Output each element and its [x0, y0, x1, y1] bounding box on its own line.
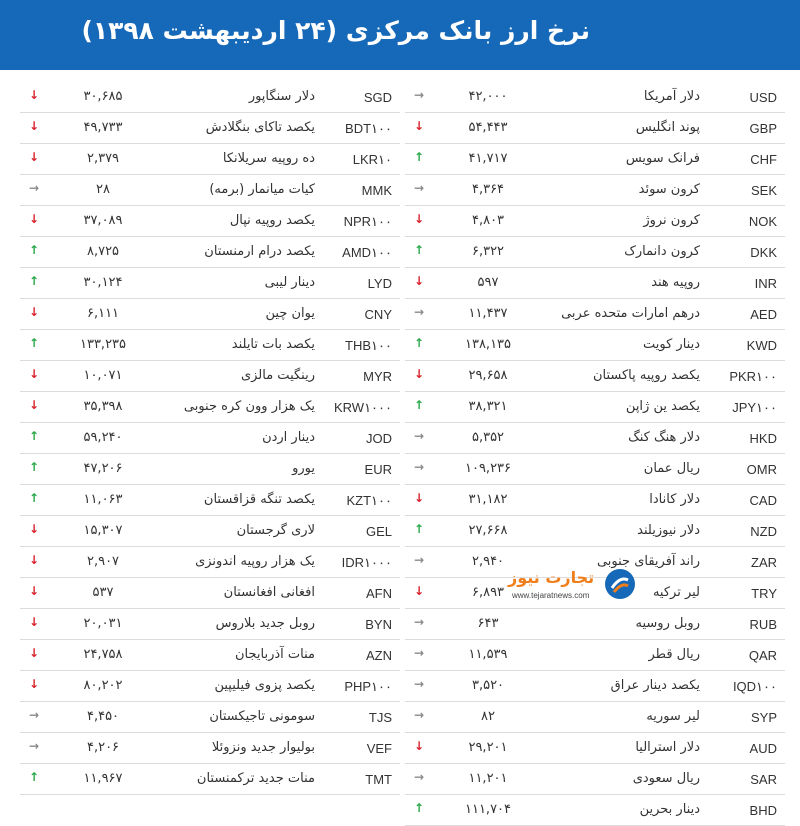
- arrow-down-icon: ↓: [28, 398, 40, 412]
- currency-row: [20, 268, 400, 299]
- currency-name: دینار کویت: [643, 337, 700, 352]
- currency-row: [20, 144, 400, 175]
- currency-code: USD: [749, 90, 777, 105]
- arrow-down-icon: ↓: [28, 367, 40, 381]
- currency-code: NZD: [750, 524, 777, 539]
- currency-name: پوند انگلیس: [635, 120, 700, 135]
- currency-price: ۴,۲۰۶: [86, 740, 120, 755]
- currency-row: [20, 299, 400, 330]
- currency-code: VEF: [366, 741, 392, 756]
- currency-code: IQD۱۰۰: [732, 679, 777, 694]
- arrow-right-icon: →: [413, 88, 425, 102]
- currency-row: [20, 206, 400, 237]
- currency-name: کرون سوئد: [638, 182, 700, 197]
- arrow-up-icon: ↑: [413, 150, 425, 164]
- currency-name: یکصد درام ارمنستان: [204, 244, 315, 259]
- currency-price: ۱۱,۵۳۹: [468, 647, 508, 662]
- currency-code: NOK: [748, 214, 777, 229]
- currency-name: یک هزار وون کره جنوبی: [183, 399, 315, 414]
- currency-name: ریال قطر: [648, 647, 700, 662]
- currency-code: SEK: [750, 183, 777, 198]
- arrow-down-icon: ↓: [413, 119, 425, 133]
- currency-name: سومونی تاجیکستان: [209, 709, 315, 724]
- currency-row: [405, 330, 785, 361]
- currency-name: دلار هنگ کنگ: [628, 430, 700, 445]
- currency-code: EUR: [364, 462, 392, 477]
- arrow-down-icon: ↓: [28, 615, 40, 629]
- currency-price: ۸,۷۲۵: [86, 244, 120, 259]
- currency-code: GEL: [365, 524, 392, 539]
- currency-row: [405, 113, 785, 144]
- currency-price: ۴۱,۷۱۷: [468, 151, 508, 166]
- currency-name: فرانک سویس: [625, 151, 700, 166]
- currency-name: بولیوار جدید ونزوئلا: [211, 740, 315, 755]
- currency-row: [20, 578, 400, 609]
- currency-row: [405, 702, 785, 733]
- currency-price: ۶۴۳: [477, 616, 499, 631]
- arrow-down-icon: ↓: [28, 522, 40, 536]
- currency-name: دلار آمریکا: [643, 89, 700, 104]
- arrow-right-icon: →: [413, 305, 425, 319]
- currency-code: PKR۱۰۰: [729, 369, 777, 384]
- arrow-right-icon: →: [413, 429, 425, 443]
- currency-row: [405, 392, 785, 423]
- currency-price: ۴۹,۷۳۳: [83, 120, 123, 135]
- currency-price: ۴,۴۵۰: [86, 709, 120, 724]
- currency-row: [405, 299, 785, 330]
- currency-price: ۱۱,۴۳۷: [468, 306, 508, 321]
- currency-price: ۸۲: [481, 709, 495, 724]
- currency-price: ۳,۵۲۰: [471, 678, 505, 693]
- arrow-down-icon: ↓: [28, 212, 40, 226]
- arrow-up-icon: ↑: [28, 243, 40, 257]
- arrow-up-icon: ↑: [413, 801, 425, 815]
- arrow-down-icon: ↓: [413, 367, 425, 381]
- currency-code: SAR: [750, 772, 777, 787]
- currency-code: AED: [750, 307, 777, 322]
- currency-price: ۲۹,۲۰۱: [468, 740, 508, 755]
- currency-name: لیر ترکیه: [652, 585, 700, 600]
- currency-code: KZT۱۰۰: [346, 493, 392, 508]
- currency-code: MMK: [361, 183, 392, 198]
- currency-row: [405, 764, 785, 795]
- currency-code: AZN: [366, 648, 392, 663]
- arrow-up-icon: ↑: [28, 429, 40, 443]
- currency-name: دلار سنگاپور: [248, 89, 315, 104]
- arrow-up-icon: ↑: [413, 243, 425, 257]
- currency-row: [20, 423, 400, 454]
- arrow-up-icon: ↑: [28, 336, 40, 350]
- currency-name: یکصد تنگه قزاقستان: [203, 492, 315, 507]
- currency-row: [405, 206, 785, 237]
- currency-price: ۴,۳۶۴: [471, 182, 505, 197]
- currency-code: BHD: [749, 803, 777, 818]
- currency-code: OMR: [746, 462, 777, 477]
- tejaratnews-logo: [508, 566, 634, 606]
- arrow-down-icon: ↓: [413, 212, 425, 226]
- currency-price: ۵۳۷: [92, 585, 114, 600]
- currency-code: TMT: [365, 772, 392, 787]
- currency-row: [405, 82, 785, 113]
- currency-row: [20, 702, 400, 733]
- currency-name: درهم امارات متحده عربی: [561, 306, 700, 321]
- currency-row: [405, 516, 785, 547]
- currency-price: ۴,۸۰۳: [471, 213, 505, 228]
- currency-row: [20, 609, 400, 640]
- arrow-down-icon: ↓: [28, 119, 40, 133]
- currency-price: ۳۷,۰۸۹: [83, 213, 123, 228]
- currency-code: MYR: [363, 369, 392, 384]
- currency-code: LKR۱۰: [352, 152, 392, 167]
- arrow-down-icon: ↓: [413, 491, 425, 505]
- currency-name: منات آذربایجان: [235, 647, 315, 662]
- currency-price: ۱۳۸,۱۳۵: [464, 337, 512, 352]
- arrow-down-icon: ↓: [28, 677, 40, 691]
- currency-code: AMD۱۰۰: [342, 245, 392, 260]
- currency-price: ۲۸: [96, 182, 110, 197]
- currency-row: [20, 237, 400, 268]
- currency-row: [20, 454, 400, 485]
- currency-price: ۱۱۱,۷۰۴: [464, 802, 512, 817]
- currency-price: ۶,۸۹۳: [471, 585, 505, 600]
- currency-code: TJS: [368, 710, 392, 725]
- arrow-up-icon: ↑: [28, 274, 40, 288]
- arrow-right-icon: →: [413, 708, 425, 722]
- currency-price: ۱۰۹,۲۳۶: [464, 461, 512, 476]
- currency-code: HKD: [749, 431, 777, 446]
- currency-name: ریال سعودی: [632, 771, 700, 786]
- currency-price: ۲,۹۰۷: [86, 554, 120, 569]
- currency-name: یکصد تاکای بنگلادش: [205, 120, 315, 135]
- arrow-down-icon: ↓: [28, 553, 40, 567]
- currency-row: [405, 268, 785, 299]
- currency-code: JPY۱۰۰: [732, 400, 777, 415]
- arrow-right-icon: →: [413, 646, 425, 660]
- currency-row: [20, 361, 400, 392]
- currency-price: ۳۵,۳۹۸: [83, 399, 123, 414]
- currency-price: ۶,۳۲۲: [471, 244, 505, 259]
- currency-code: CNY: [364, 307, 392, 322]
- currency-row: [20, 392, 400, 423]
- currency-name: یورو: [292, 461, 315, 476]
- currency-row: [20, 671, 400, 702]
- arrow-down-icon: ↓: [28, 88, 40, 102]
- currency-code: CHF: [750, 152, 777, 167]
- arrow-up-icon: ↑: [28, 491, 40, 505]
- currency-name: دلار استرالیا: [635, 740, 700, 755]
- currency-row: [20, 764, 400, 795]
- currency-code: LYD: [367, 276, 392, 291]
- page-header: [0, 0, 800, 70]
- currency-row: [405, 795, 785, 826]
- currency-code: RUB: [749, 617, 777, 632]
- currency-row: [405, 175, 785, 206]
- currency-code: BDT۱۰۰: [345, 121, 392, 136]
- logo-url: www.tejaratnews.com: [512, 591, 590, 600]
- currency-table-right: [405, 82, 785, 826]
- currency-code: DKK: [750, 245, 777, 260]
- currency-code: JOD: [366, 431, 392, 446]
- currency-code: THB۱۰۰: [345, 338, 392, 353]
- arrow-up-icon: ↑: [28, 770, 40, 784]
- currency-name: دلار نیوزیلند: [637, 523, 700, 538]
- currency-code: SYP: [750, 710, 777, 725]
- page-title: نرخ ارز بانک مرکزی (۲۴ اردیبهشت ۱۳۹۸): [81, 16, 590, 45]
- arrow-down-icon: ↓: [28, 584, 40, 598]
- currency-price: ۱۱,۲۰۱: [468, 771, 508, 786]
- arrow-right-icon: →: [413, 460, 425, 474]
- currency-price: ۲۹,۶۵۸: [468, 368, 508, 383]
- currency-name: یکصد ین ژاپن: [625, 399, 700, 414]
- currency-name: یکصد روپیه نپال: [229, 213, 315, 228]
- currency-name: کیات میانمار (برمه): [209, 182, 315, 197]
- currency-price: ۸۰,۲۰۲: [83, 678, 123, 693]
- currency-price: ۲۷,۶۶۸: [468, 523, 508, 538]
- arrow-up-icon: ↑: [28, 460, 40, 474]
- currency-name: منات جدید ترکمنستان: [196, 771, 315, 786]
- arrow-right-icon: →: [413, 181, 425, 195]
- currency-code: IDR۱۰۰۰: [341, 555, 392, 570]
- currency-name: دینار بحرین: [639, 802, 700, 817]
- currency-name: دینار لیبی: [264, 275, 315, 290]
- currency-price: ۱۰,۰۷۱: [83, 368, 123, 383]
- currency-code: KRW۱۰۰۰: [333, 400, 392, 415]
- arrow-down-icon: ↓: [413, 274, 425, 288]
- logo-name: تجارت نیوز: [508, 568, 595, 587]
- currency-row: [405, 423, 785, 454]
- arrow-up-icon: ↑: [413, 336, 425, 350]
- currency-price: ۵۹۷: [477, 275, 499, 290]
- currency-name: یکصد دینار عراق: [610, 678, 700, 693]
- currency-name: راند آفریقای جنوبی: [596, 554, 700, 569]
- currency-name: یکصد بات تایلند: [231, 337, 315, 352]
- currency-price: ۵۹,۲۴۰: [83, 430, 123, 445]
- currency-row: [20, 640, 400, 671]
- arrow-right-icon: →: [413, 615, 425, 629]
- currency-code: AUD: [749, 741, 777, 756]
- currency-price: ۲۴,۷۵۸: [83, 647, 123, 662]
- currency-row: [20, 516, 400, 547]
- arrow-right-icon: →: [28, 708, 40, 722]
- arrow-right-icon: →: [413, 677, 425, 691]
- currency-name: لاری گرجستان: [236, 523, 315, 538]
- currency-price: ۳۸,۳۲۱: [468, 399, 508, 414]
- logo-icon: [604, 568, 636, 600]
- arrow-down-icon: ↓: [413, 739, 425, 753]
- currency-code: NPR۱۰۰: [343, 214, 392, 229]
- currency-name: لیر سوریه: [646, 709, 700, 724]
- currency-row: [20, 733, 400, 764]
- currency-table-left: [20, 82, 400, 795]
- arrow-up-icon: ↑: [413, 398, 425, 412]
- currency-code: CAD: [749, 493, 777, 508]
- currency-code: SGD: [363, 90, 392, 105]
- currency-row: [405, 733, 785, 764]
- currency-code: GBP: [749, 121, 777, 136]
- currency-name: یوان چین: [265, 306, 315, 321]
- currency-name: یکصد پزوی فیلیپین: [214, 678, 315, 693]
- currency-row: [405, 640, 785, 671]
- currency-name: ده روپیه سریلانکا: [222, 151, 315, 166]
- currency-price: ۴۲,۰۰۰: [468, 89, 508, 104]
- currency-name: کرون دانمارک: [624, 244, 700, 259]
- currency-price: ۱۳۳,۲۳۵: [79, 337, 127, 352]
- currency-price: ۱۱,۹۶۷: [83, 771, 123, 786]
- currency-price: ۲,۹۴۰: [471, 554, 505, 569]
- currency-row: [405, 671, 785, 702]
- currency-name: یکصد روپیه پاکستان: [592, 368, 700, 383]
- arrow-right-icon: →: [413, 770, 425, 784]
- currency-price: ۱۵,۳۰۷: [83, 523, 123, 538]
- currency-row: [20, 82, 400, 113]
- currency-price: ۵,۳۵۲: [471, 430, 505, 445]
- currency-row: [20, 485, 400, 516]
- currency-name: دینار اردن: [262, 430, 315, 445]
- currency-row: [405, 485, 785, 516]
- currency-name: افغانی افغانستان: [223, 585, 315, 600]
- currency-code: ZAR: [751, 555, 777, 570]
- currency-row: [20, 330, 400, 361]
- currency-name: کرون نروژ: [643, 213, 700, 228]
- currency-price: ۳۰,۶۸۵: [83, 89, 123, 104]
- arrow-down-icon: ↓: [28, 150, 40, 164]
- currency-row: [405, 237, 785, 268]
- currency-row: [405, 454, 785, 485]
- currency-code: PHP۱۰۰: [344, 679, 392, 694]
- currency-code: INR: [754, 276, 777, 291]
- arrow-down-icon: ↓: [413, 584, 425, 598]
- currency-price: ۳۱,۱۸۲: [468, 492, 508, 507]
- currency-row: [405, 609, 785, 640]
- currency-name: دلار کانادا: [649, 492, 700, 507]
- currency-name: روبل روسیه: [635, 616, 700, 631]
- currency-name: روپیه هند: [651, 275, 700, 290]
- currency-name: یک هزار روپیه اندونزی: [195, 554, 315, 569]
- arrow-down-icon: ↓: [28, 305, 40, 319]
- currency-price: ۲۰,۰۳۱: [83, 616, 123, 631]
- currency-code: KWD: [746, 338, 777, 353]
- currency-row: [20, 547, 400, 578]
- currency-price: ۳۰,۱۲۴: [83, 275, 123, 290]
- currency-name: روبل جدید بلاروس: [215, 616, 315, 631]
- arrow-right-icon: →: [413, 553, 425, 567]
- currency-row: [20, 113, 400, 144]
- arrow-right-icon: →: [28, 739, 40, 753]
- currency-row: [405, 144, 785, 175]
- currency-price: ۴۷,۲۰۶: [83, 461, 123, 476]
- currency-row: [405, 361, 785, 392]
- currency-code: TRY: [751, 586, 777, 601]
- currency-price: ۱۱,۰۶۳: [83, 492, 123, 507]
- arrow-down-icon: ↓: [28, 646, 40, 660]
- currency-code: BYN: [365, 617, 392, 632]
- currency-row: [20, 175, 400, 206]
- currency-code: QAR: [748, 648, 777, 663]
- currency-code: AFN: [366, 586, 392, 601]
- currency-price: ۵۴,۴۴۳: [468, 120, 508, 135]
- currency-price: ۲,۳۷۹: [86, 151, 120, 166]
- arrow-up-icon: ↑: [413, 522, 425, 536]
- currency-name: ریال عمان: [643, 461, 700, 476]
- currency-price: ۶,۱۱۱: [86, 306, 120, 321]
- arrow-right-icon: →: [28, 181, 40, 195]
- currency-name: رینگیت مالزی: [240, 368, 315, 383]
